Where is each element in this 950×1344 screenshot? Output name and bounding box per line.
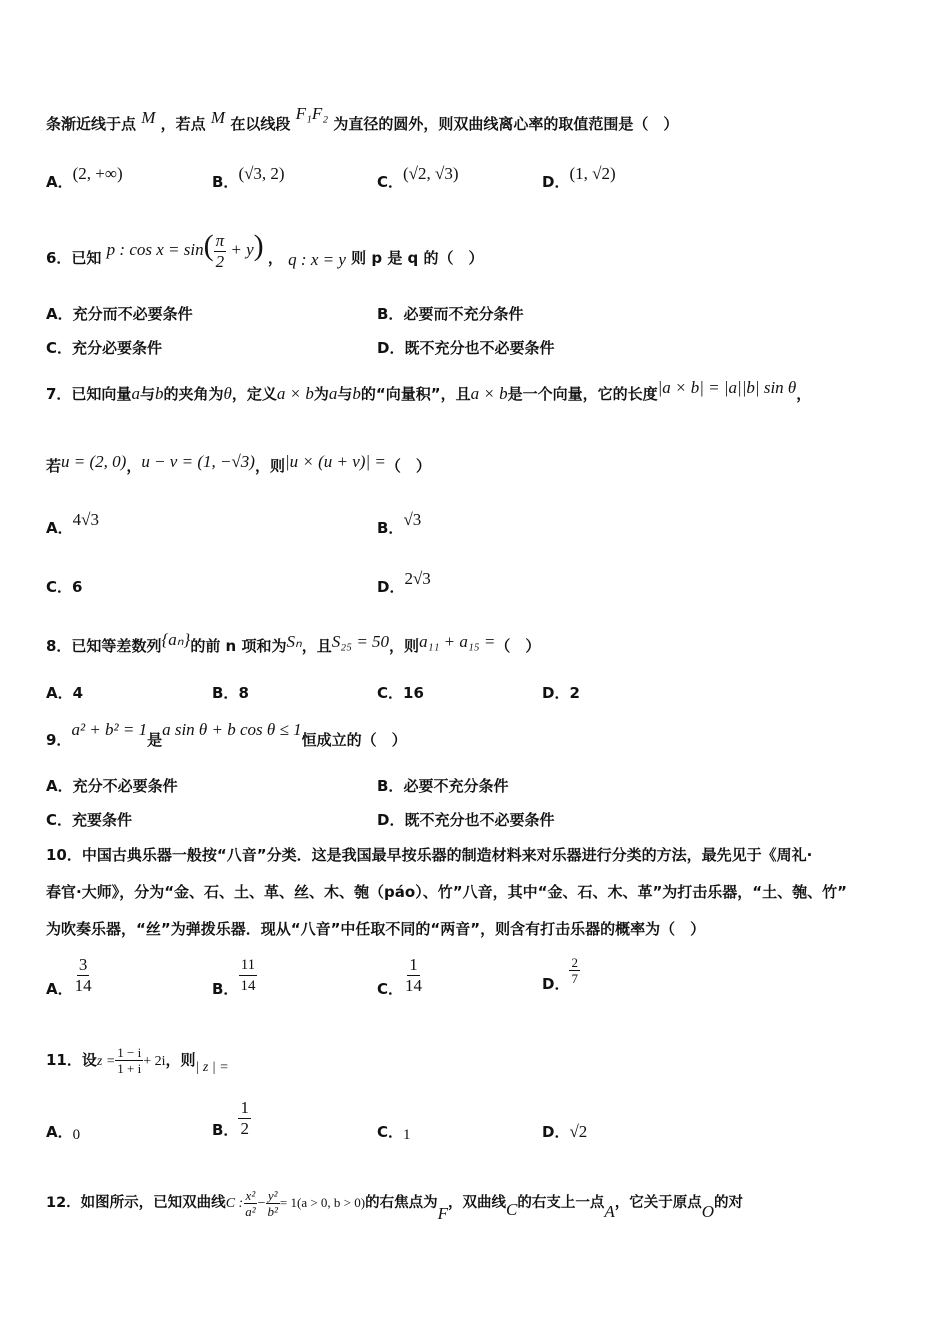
q6-option-d[interactable]: D．既不充分也不必要条件 [377,339,555,357]
q6-q-condition: q : x = y [288,250,346,269]
q8-option-a[interactable]: A．4 [46,684,84,702]
q7-option-d[interactable]: D．2√3 [377,569,431,596]
q5-stem [46,104,679,134]
q5-text: ，若点 [160,115,206,133]
q5-option-value: (1, √2) [569,164,616,183]
q8-stem: 8．已知等差数列{aₙ}的前 n 项和为Sₙ，且S₂₅ = 50，则a₁₁ + a₁₅ =（ ） [46,630,541,655]
q5-option-d[interactable]: D．(1, √2) [542,164,616,191]
q6-option-a[interactable]: A．充分而不必要条件 [46,305,193,323]
q9-option-b[interactable]: B．必要不充分条件 [377,777,509,795]
q11-stem: 11．设z = $\frac{1 - i}{1 + i}$ + 2i，则| z | = [46,1045,229,1076]
q11-option-b[interactable]: B． $\frac{1}{2}$ [212,1098,249,1139]
q5-option-c[interactable]: C．(√2, √3) [377,164,459,191]
q5-option-b[interactable]: B．(√3, 2) [212,164,285,191]
q8-option-d[interactable]: D．2 [542,684,580,702]
q5-point-m: M [210,108,226,127]
q10-option-a[interactable]: A． $\frac{3}{14}$ [46,955,92,998]
q9-option-d[interactable]: D．既不充分也不必要条件 [377,811,555,829]
q5-option-a[interactable]: A．(2, +∞) [46,164,123,191]
q10-option-c[interactable]: C． $\frac{1}{14}$ [377,955,423,998]
q10-stem-line2: 春官·大师》，分为“金、石、土、革、丝、木、匏（páo）、竹”八音，其中“金、石、木、革”为打击乐器，“土、匏、竹” [46,883,848,901]
q7-option-a[interactable]: A．4√3 [46,510,99,537]
q11-option-d[interactable]: D．√2 [542,1122,588,1141]
q11-option-c[interactable]: C．1 [377,1123,411,1143]
q7-expression: |u × (u + v)| = [284,452,386,471]
q5-segment: F₁F₂ [295,104,329,123]
q10-stem-line1: 10．中国古典乐器一般按“八音”分类．这是我国最早按乐器的制造材料来对乐器进行分类的方法，最先见于《周礼· [46,846,813,864]
q5-text: 条渐近线于点 [46,115,137,133]
q6-p-condition: p : cos x = sin( $\frac{\pi}{2}$ + y) [106,229,264,271]
q9-stem: 9．a² + b² = 1是a sin θ + b cos θ ≤ 1恒成立的（ ） [46,720,407,749]
q8-option-c[interactable]: C．16 [377,684,424,702]
q9-option-c[interactable]: C．充要条件 [46,811,133,829]
q6-option-b[interactable]: B．必要而不充分条件 [377,305,524,323]
q5-point-m: M [141,108,156,127]
q7-option-b[interactable]: B．√3 [377,510,422,537]
q7-option-c[interactable]: C．6 [46,578,83,596]
q9-option-a[interactable]: A．充分不必要条件 [46,777,178,795]
q8-option-b[interactable]: B．8 [212,684,249,702]
q10-option-d[interactable]: D． $\frac{2}{7}$ [542,955,578,993]
q7-length-formula: |a × b| = |a||b| sin θ [657,378,797,397]
q12-stem: 12．如图所示，已知双曲线C : $\frac{\text{x²}}{\text{a²}}$ − $\frac{\text{y²}}{\text{b²}}$ = 1(a > 0, b > 0)的右焦点为F，双曲线C的右支上一点A，它关于原点O的对 [46,1187,743,1223]
q5-text: 在以线段 [230,115,291,133]
q7-stem-line2: 若u = (2, 0)，u − v = (1, −√3)，则|u × (u + v)| =（ ） [46,452,431,475]
q6-option-c[interactable]: C．充分必要条件 [46,339,163,357]
q10-option-b[interactable]: B． $\frac{11}{14}$ [212,957,256,998]
q5-text: 为直径的圆外，则双曲线离心率的取值范围是（ ） [333,115,679,133]
q7-stem-line1: 7．已知向量a与b的夹角为θ，定义a × b为a与b的“向量积”，且a × b是一个向量，它的长度|a × b| = |a||b| sin θ， [46,378,812,403]
q5-option-value: (2, +∞) [72,164,123,183]
q11-option-a[interactable]: A．0 [46,1123,81,1143]
q10-stem-line3: 为吹奏乐器，“丝”为弹拨乐器．现从“八音”中任取不同的“两音”，则含有打击乐器的概率为（ ） [46,920,706,938]
q5-option-value: (√2, √3) [403,164,459,183]
q5-option-value: (√3, 2) [238,164,285,183]
q6-stem: 6．已知 p : cos x = sin( $\frac{\pi}{2}$ + y) ， q : x = y 则 p 是 q 的（ ） [46,229,484,271]
